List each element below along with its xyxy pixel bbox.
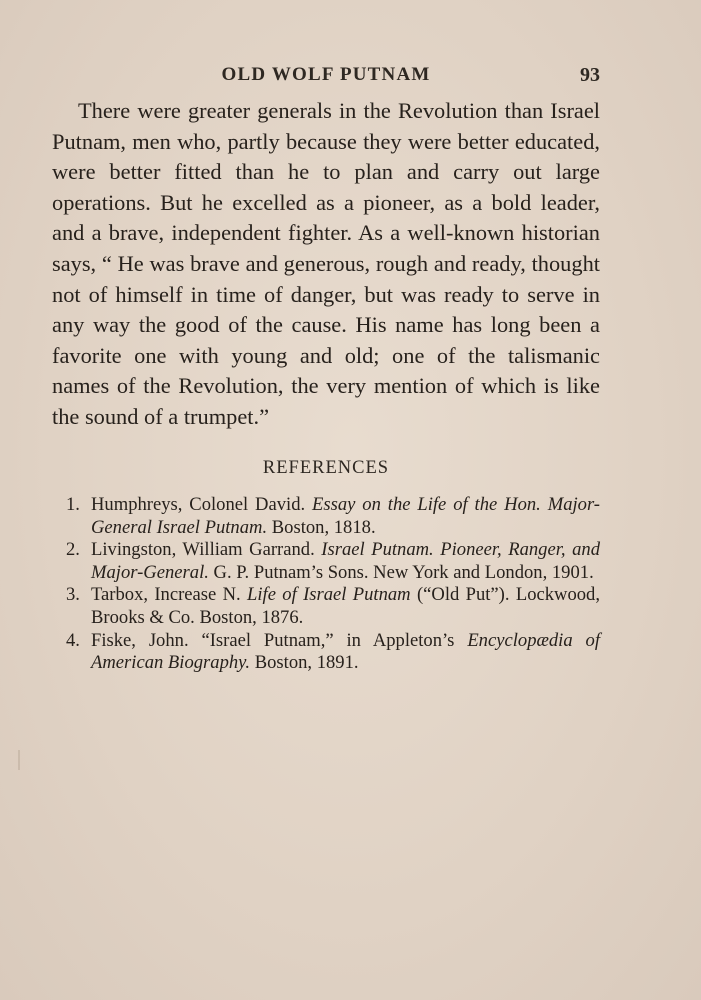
- reference-author: Tarbox, Increase N.: [91, 584, 241, 606]
- reference-author: Livingston, William Garrand.: [91, 539, 315, 561]
- reference-author: Fiske, John. “Israel Putnam,” in Appleton’s: [91, 629, 455, 651]
- reference-publication: (“Old Put”). Lockwood, Brooks & Co. Boston, 1876.: [91, 584, 601, 628]
- reference-item: [66, 539, 600, 584]
- reference-item: [66, 630, 600, 675]
- page-number: 93: [580, 64, 600, 86]
- running-head: [52, 64, 600, 90]
- paper-mark: [18, 750, 20, 770]
- references-list: [66, 494, 600, 675]
- reference-item: [66, 494, 600, 539]
- running-title: OLD WOLF PUTNAM: [221, 64, 431, 85]
- reference-number: 4.: [66, 629, 80, 651]
- reference-title: Encyclopædia of American Biography.: [91, 629, 600, 674]
- reference-number: 2.: [66, 539, 80, 561]
- reference-item: [66, 584, 600, 629]
- reference-publication: G. P. Putnam’s Sons. New York and London, 1901.: [213, 561, 594, 583]
- reference-number: 3.: [66, 584, 80, 606]
- reference-publication: Boston, 1818.: [271, 516, 376, 538]
- references-heading: REFERENCES: [262, 458, 390, 478]
- reference-author: Humphreys, Colonel David.: [91, 494, 306, 515]
- reference-title: Life of Israel Putnam: [247, 584, 411, 606]
- reference-publication: Boston, 1891.: [254, 652, 359, 674]
- reference-title: Essay on the Life of the Hon. Major-General Israel Putnam.: [91, 494, 601, 538]
- reference-title: Israel Putnam. Pioneer, Ranger, and Major-General.: [91, 539, 600, 583]
- body-paragraph: There were greater generals in the Revolution than Israel Putnam, men who, partly because they were better educated, were better fitted than he to plan and carry out large operations. But he excelled as a pioneer, as a bold leader, and a brave, independent fighter. As a well-known historian says, “ He was brave and generous, rough and ready, thought not of himself in time of danger, but was ready to serve in any way the good of the cause. His name has long been a favorite one with young and old; one of the talismanic names of the Revolution, the very mention of which is like the sound of a trumpet.”: [52, 98, 600, 429]
- reference-number: 1.: [66, 494, 80, 515]
